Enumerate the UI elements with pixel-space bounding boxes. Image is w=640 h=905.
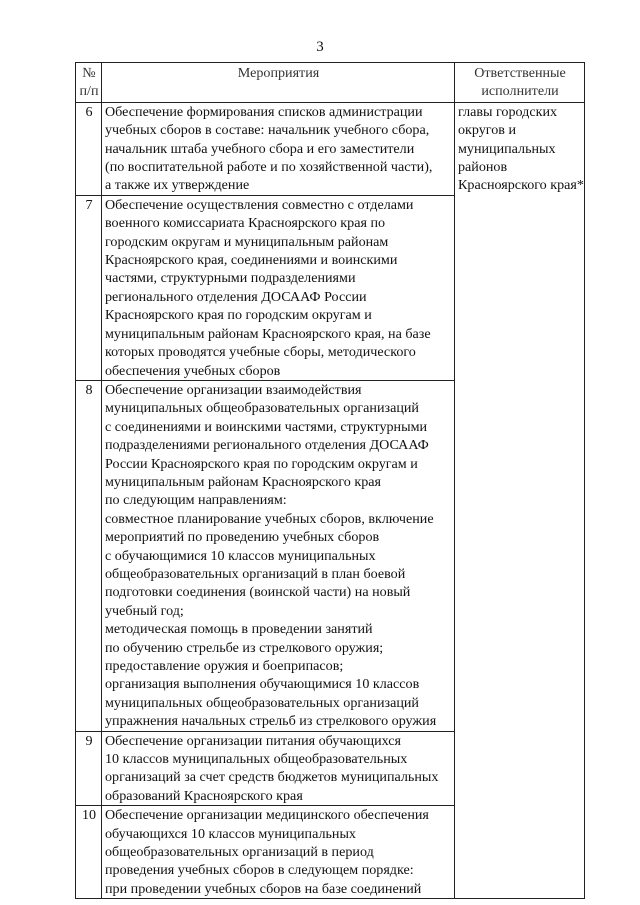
header-num-line: №: [82, 65, 96, 81]
table-row: [76, 102, 585, 195]
activity-line: муниципальным районам Красноярского края: [105, 473, 381, 490]
activity-line: учебный год;: [105, 602, 184, 619]
activity-line: общеобразовательных организаций в период: [105, 844, 374, 861]
header-num-line: п/п: [79, 83, 99, 100]
activity-line: а также их утверждение: [105, 177, 250, 194]
activity-line: муниципальных общеобразовательных организаций: [105, 400, 419, 417]
row-activity: [102, 380, 455, 731]
activity-line: предоставление оружия и боеприпасов;: [105, 658, 344, 674]
header-num: [76, 63, 102, 103]
activity-line: с обучающимися 10 классов муниципальных: [105, 547, 376, 564]
activity-line: учебных сборов в составе: начальник учебного сбора,: [105, 122, 430, 139]
header-responsible-line: исполнители: [481, 83, 559, 100]
activity-line: регионального отделения ДОСААФ России: [105, 288, 367, 305]
header-responsible-line: Ответственные: [474, 65, 566, 81]
activity-line: упражнения начальных стрельб из стрелкового оружия: [105, 713, 437, 730]
activity-line: методическая помощь в проведении занятий: [105, 621, 373, 638]
row-number: 7: [76, 195, 102, 380]
activity-line: Обеспечение организации взаимодействия: [105, 381, 362, 398]
row-number: 10: [76, 806, 102, 899]
activity-line: Красноярского края, соединениями и воинскими: [105, 252, 398, 269]
activity-line: по обучению стрельбе из стрелкового оружия;: [105, 639, 384, 656]
activity-line: обучающихся 10 классов муниципальных: [105, 825, 356, 842]
responsible-line: районов: [458, 159, 508, 176]
activity-line: при проведении учебных сборов на базе соединений: [105, 880, 422, 897]
row-activity: [102, 806, 455, 899]
activity-line: начальник штаба учебного сбора и его заместители: [105, 140, 415, 157]
responsible-cell: [455, 102, 585, 898]
activity-line: Обеспечение организации медицинского обеспечения: [105, 807, 429, 824]
activity-line: (по воспитательной работе и по хозяйственной части),: [105, 159, 433, 176]
responsible-line: муниципальных: [458, 140, 556, 157]
activity-line: образований Красноярского края: [105, 787, 303, 804]
activity-line: проведения учебных сборов в следующем порядке:: [105, 862, 414, 879]
activity-line: организаций за счет средств бюджетов муниципальных: [105, 769, 439, 786]
activity-line: общеобразовательных организаций в план боевой: [105, 565, 406, 582]
activity-line: России Красноярского края по городским округам и: [105, 455, 418, 472]
responsible-line: округов и: [458, 122, 516, 139]
responsible-line: Красноярского края*: [458, 177, 584, 194]
activity-line: с соединениями и воинскими частями, структурными: [105, 418, 428, 435]
activity-line: подразделениями регионального отделения ДОСААФ: [105, 437, 429, 454]
table-header-row: [76, 63, 585, 103]
activity-line: 10 классов муниципальных общеобразовательных: [105, 751, 408, 768]
activity-line: муниципальным районам Красноярского края, на базе: [105, 325, 431, 342]
activity-line: которых проводятся учебные сборы, методического: [105, 344, 416, 361]
activity-line: совместное планирование учебных сборов, включение: [105, 510, 434, 527]
row-number: 8: [76, 380, 102, 731]
header-activity: [102, 63, 455, 103]
activity-line: мероприятий по проведению учебных сборов: [105, 529, 380, 546]
activity-line: Обеспечение организации питания обучающихся: [105, 732, 402, 749]
activity-line: подготовки соединения (воинской части) на новый: [105, 584, 411, 601]
activity-line: обеспечения учебных сборов: [105, 362, 281, 379]
activity-line: частями, структурными подразделениями: [105, 270, 356, 287]
activity-line: Красноярского края по городским округам и: [105, 307, 372, 324]
activity-line: городским округам и муниципальным районам: [105, 233, 389, 250]
row-number: 9: [76, 731, 102, 806]
activity-line: Обеспечение осуществления совместно с отделами: [105, 196, 414, 213]
header-responsible: [455, 63, 585, 103]
row-activity: [102, 195, 455, 380]
activity-line: муниципальных общеобразовательных организаций: [105, 694, 419, 711]
row-number: 6: [76, 102, 102, 195]
header-activity-label: Мероприятия: [237, 65, 320, 81]
activity-line: Обеспечение формирования списков администрации: [105, 103, 423, 120]
responsible-line: главы городских: [458, 103, 558, 120]
activity-line: военного комиссариата Красноярского края по: [105, 215, 386, 232]
activity-line: по следующим направлениям:: [105, 492, 287, 509]
activity-line: организация выполнения обучающимися 10 классов: [105, 676, 420, 693]
page-number: 3: [316, 39, 324, 55]
row-activity: [102, 731, 455, 806]
activities-table: [75, 62, 585, 899]
row-activity: [102, 102, 455, 195]
